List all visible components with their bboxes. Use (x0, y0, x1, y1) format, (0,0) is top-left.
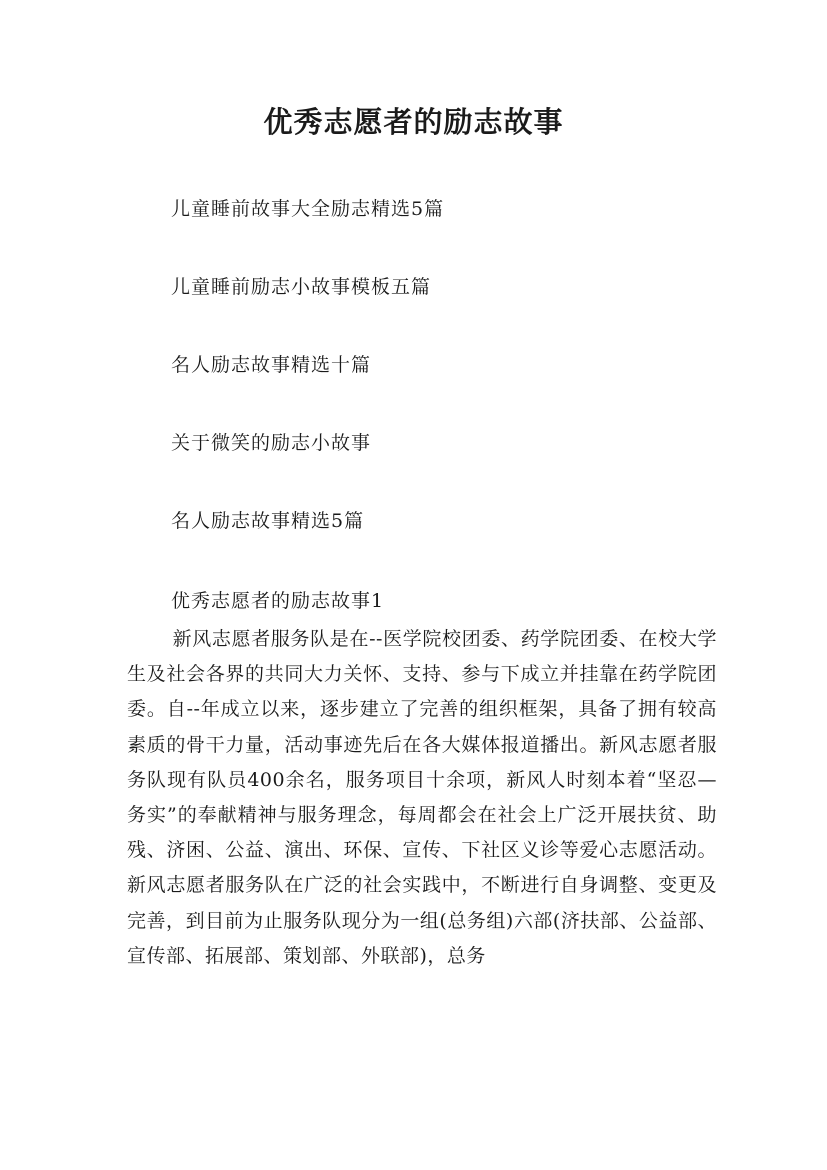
section-heading: 优秀志愿者的励志故事1 (171, 590, 385, 612)
related-article-item: 儿童睡前故事大全励志精选5篇 (171, 198, 445, 220)
related-articles-list (171, 196, 444, 586)
related-article-item: 名人励志故事精选十篇 (171, 354, 372, 376)
body-paragraph: 新风志愿者服务队是在--医学院校团委、药学院团委、在校大学生及社会各界的共同大力关怀、支持、参与下成立并挂靠在药学院团委。自--年成立以来，逐步建立了完善的组织框架，具备了拥有较高素质的骨干力量，活动事迹先后在各大媒体报道播出。新风志愿者服务队现有队员400余名，服务项目十余项，新风人时刻本着“坚忍—务实”的奉献精神与服务理念，每周都会在社会上广泛开展扶贫、助残、济困、公益、演出、环保、宣传、下社区义诊等爱心志愿活动。新风志愿者服务队在广泛的社会实践中，不断进行自身调整、变更及完善，到目前为止服务队现分为一组(总务组)六部(济扶部、公益部、宣传部、拓展部、策划部、外联部)，总务 (127, 628, 717, 967)
related-article-item: 关于微笑的励志小故事 (171, 432, 372, 454)
related-article-item: 名人励志故事精选5篇 (171, 510, 365, 532)
related-article-item: 儿童睡前励志小故事模板五篇 (171, 276, 432, 298)
document-title: 优秀志愿者的励志故事 (263, 105, 564, 139)
